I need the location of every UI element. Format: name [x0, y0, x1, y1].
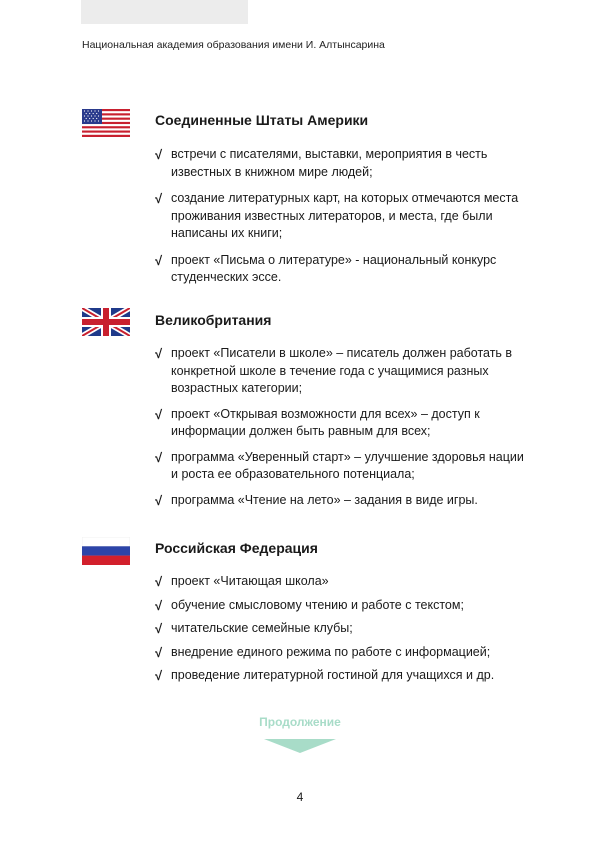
list-item-text: проведение литературной гостиной для учащихся и др.: [171, 668, 495, 682]
list-item: [155, 644, 525, 662]
header-organization: Национальная академия образования имени И. Алтынсарина: [82, 39, 385, 51]
list-item: [155, 190, 525, 243]
list-item-text: программа «Уверенный старт» – улучшение здоровья нации и роста ее образовательного потенциала;: [171, 449, 524, 481]
check-icon: √: [155, 191, 163, 206]
top-bar: [81, 0, 248, 24]
usa-flag-icon: [82, 109, 130, 137]
section-title-russia: Российская Федерация: [155, 540, 318, 556]
list-item-text: проект «Письма о литературе» - национальный конкурс студенческих эссе.: [171, 252, 497, 284]
list-item-text: проект «Читающая школа»: [171, 574, 329, 588]
list-item: [155, 573, 525, 591]
check-icon: √: [155, 147, 163, 162]
check-icon: √: [155, 492, 163, 508]
check-icon: √: [155, 346, 163, 361]
list-item-text: обучение смысловому чтению и работе с текстом;: [171, 597, 464, 612]
check-icon: √: [155, 449, 163, 465]
list-item: [155, 620, 525, 638]
check-icon: √: [155, 668, 163, 683]
list-item-text: программа «Чтение на лето» – задания в виде игры.: [171, 492, 478, 507]
check-icon: √: [155, 621, 163, 636]
list-item: [155, 492, 525, 510]
check-icon: √: [155, 406, 163, 422]
list-item: [155, 406, 525, 441]
list-item: [155, 345, 525, 398]
list-item-text: проект «Писатели в школе» – писатель должен работать в конкретной школе в течение года с учащимися разных возрастных категории;: [171, 346, 513, 395]
check-icon: √: [155, 252, 163, 268]
list-item-text: проект «Открывая возможности для всех» – доступ к информации должен быть равным для всех;: [171, 406, 480, 438]
list-uk: [155, 345, 525, 509]
list-item: [155, 667, 525, 685]
uk-flag-icon: [82, 308, 130, 336]
page-number: 4: [296, 790, 304, 804]
list-item-text: встречи с писателями, выставки, мероприятия в честь известных в книжном мире людей;: [171, 147, 488, 179]
list-item-text: внедрение единого режима по работе с информацией;: [171, 644, 491, 659]
check-icon: √: [155, 574, 163, 589]
list-item: [155, 597, 525, 615]
section-title-usa: Соединенные Штаты Америки: [155, 112, 369, 128]
list-item: [155, 449, 525, 484]
check-icon: √: [155, 644, 163, 660]
continue-link[interactable]: Продолжение: [259, 715, 341, 729]
list-item-text: читательские семейные клубы;: [171, 621, 353, 635]
check-icon: √: [155, 597, 163, 613]
continue-arrow-icon[interactable]: [264, 739, 336, 753]
list-usa: [155, 146, 525, 287]
section-title-uk: Великобритания: [155, 312, 272, 328]
list-item: [155, 252, 525, 287]
list-item: [155, 146, 525, 181]
list-russia: [155, 573, 525, 685]
list-item-text: создание литературных карт, на которых отмечаются места проживания известных литераторов, и места, где были написаны их книги;: [171, 191, 519, 240]
russia-flag-icon: [82, 537, 130, 565]
